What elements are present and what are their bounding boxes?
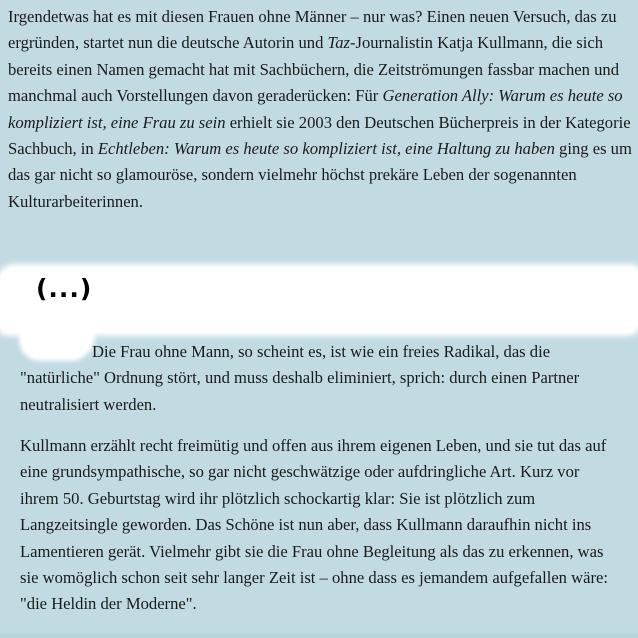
redaction-strip [0,268,638,332]
intro-segment: -Journalistin Katja Kullmann, die sich bereits einen Namen gemacht hat mit Sachbüchern, die Zeitströmungen fassbar machen und manchmal auch Vorstellungen davon geraderücken: Für [8,33,619,106]
intro-segment-italic: Generation Ally: Warum es heute so kompliziert ist, eine Frau zu sein [8,86,623,132]
bottom-edge [0,634,638,638]
intro-segment: erhielt sie 2003 den Deutschen Bücherpreis in der Kategorie Sachbuch, in [8,112,631,159]
intro-paragraph [8,4,634,215]
body-paragraph-3: Kullmann erzählt recht freimütig und offen aus ihrem eigenen Leben, und sie tut das auf eine grundsympathische, so gar nicht geschwätzige oder aufdringliche Art. Kurz vor ihrem 50. Geburtstag wird ihr plötzlich schockartig klar: Sie ist plötzlich zum Langzeitsingle geworden. Das Schöne ist nun aber, dass Kullmann daraufhin nicht ins Lamentieren gerät. Vielmehr gibt sie die Frau ohne Begleitung als das zu erkennen, was sie womöglich schon seit sehr langer Zeit ist – ohne dass es jemandem aufgefallen wäre: "die Heldin der Moderne". [20,436,608,614]
intro-segment: ging es um das gar nicht so glamouröse, sondern vielmehr höchst prekäre Leben der sogenannten Kulturarbeiterinnen. [8,139,632,211]
intro-segment: Irgendetwas hat es mit diesen Frauen ohne Männer – nur was? Einen neuen Versuch, das zu ergründen, startet nun die deutsche Autorin und [8,7,617,53]
body-paragraph-2: Die Frau ohne Mann, so scheint es, ist wie ein freies Radikal, das die "natürliche" Ordnung stört, und muss deshalb eliminiert, sprich: durch einen Partner neutralisiert werden. [20,342,580,414]
intro-segment-italic: Taz [327,33,350,53]
intro-segment-italic: Echtleben: Warum es heute so kompliziert ist, eine Haltung zu haben [97,139,555,159]
omission-mark: (...) [36,274,93,303]
